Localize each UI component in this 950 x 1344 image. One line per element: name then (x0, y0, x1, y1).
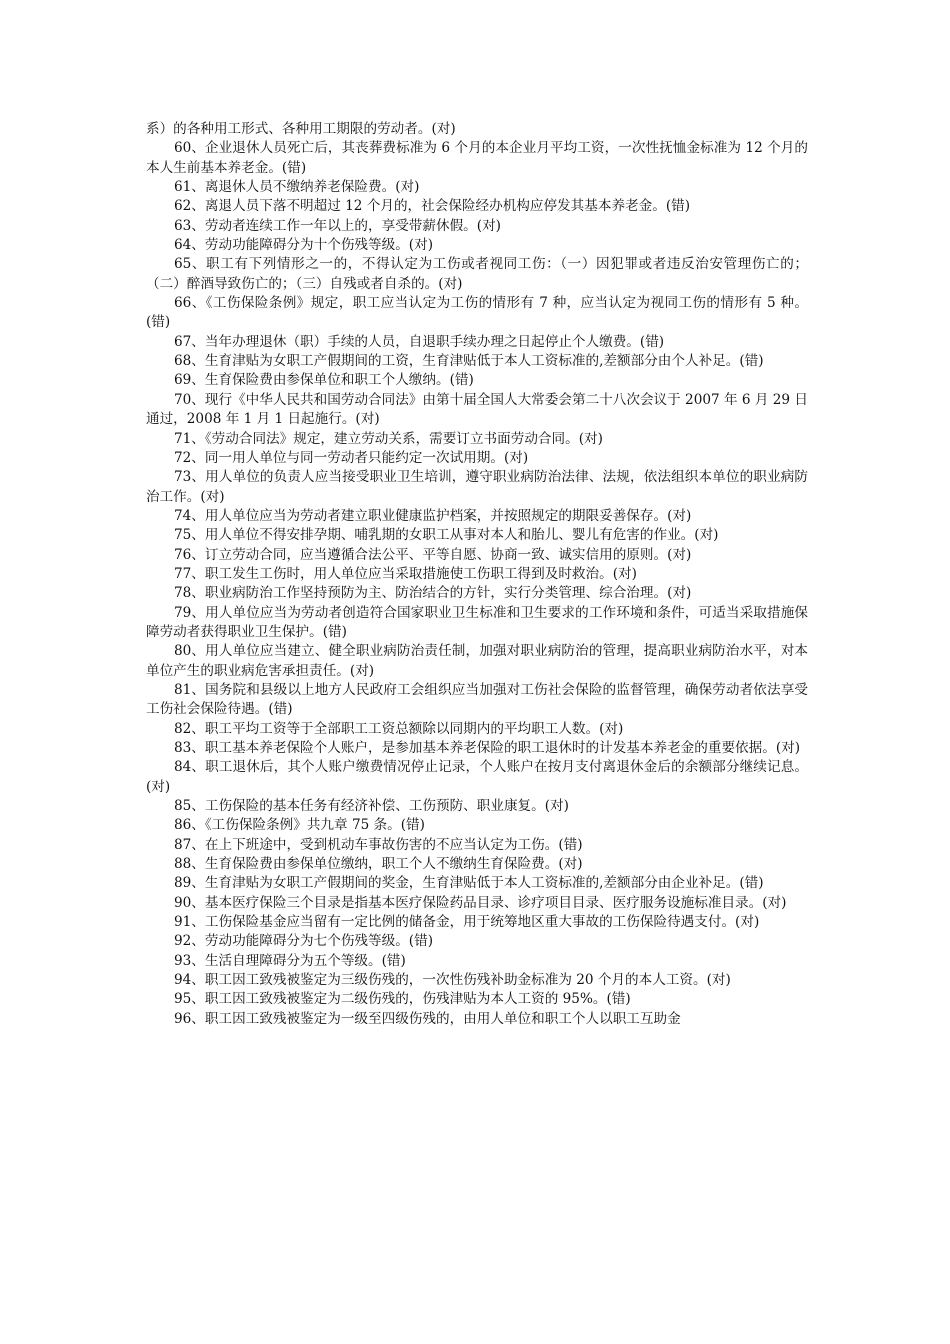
list-item: 90、基本医疗保险三个目录是指基本医疗保险药品目录、诊疗项目目录、医疗服务设施标准目录。(对) (174, 894, 787, 911)
list-item: 91、工伤保险基金应当留有一定比例的储备金，用于统筹地区重大事故的工伤保险待遇支付。(对) (174, 914, 760, 931)
list-item: 66、《工伤保险条例》规定，职工应当认定为工伤的情形有 7 种，应当认定为视同工伤的情形有 5 种。(错) (146, 295, 808, 331)
list-item: 79、用人单位应当为劳动者创造符合国家职业卫生标准和卫生要求的工作环境和条件，可适当采取措施保障劳动者获得职业卫生保护。(错) (146, 604, 808, 640)
list-item: 96、职工因工致残被鉴定为一级至四级伤残的，由用人单位和职工个人以职工互助金 (174, 1010, 681, 1027)
list-item: 85、工伤保险的基本任务有经济补偿、工伤预防、职业康复。(对) (174, 798, 569, 815)
list-item: 62、离退人员下落不明超过 12 个月的，社会保险经办机构应停发其基本养老金。(错) (174, 198, 691, 215)
list-item: 93、生活自理障碍分为五个等级。(错) (174, 952, 406, 969)
list-item: 83、职工基本养老保险个人账户，是参加基本养老保险的职工退休时的计发基本养老金的重要依据。(对) (174, 740, 801, 756)
list-item: 81、国务院和县级以上地方人民政府工会组织应当加强对工伤社会保险的监督管理，确保劳动者依法享受工伤社会保险待遇。(错) (146, 681, 808, 718)
list-item: 63、劳动者连续工作一年以上的，享受带薪休假。(对) (174, 217, 501, 234)
list-item: 89、生育津贴为女职工产假期间的奖金，生育津贴低于本人工资标准的,差额部分由企业补足。(错) (174, 875, 764, 892)
list-item: 78、职业病防治工作坚持预防为主、防治结合的方针，实行分类管理、综合治理。(对) (174, 585, 692, 602)
list-item: 60、企业退休人员死亡后，其丧葬费标准为 6 个月的本企业月平均工资，一次性抚恤金标准为 12 个月的本人生前基本养老金。(错) (146, 140, 808, 176)
document-page (146, 120, 808, 1029)
list-item: 76、订立劳动合同，应当遵循合法公平、平等自愿、协商一致、诚实信用的原则。(对) (174, 546, 692, 563)
list-item: 69、生育保险费由参保单位和职工个人缴纳。(错) (174, 372, 474, 389)
list-item: 72、同一用人单位与同一劳动者只能约定一次试用期。(对) (174, 449, 529, 466)
list-item: 64、劳动功能障碍分为十个伤残等级。(对) (174, 237, 433, 254)
list-item: 86、《工伤保险条例》共九章 75 条。(错) (174, 817, 425, 834)
list-item: 73、用人单位的负责人应当接受职业卫生培训，遵守职业病防治法律、法规，依法组织本单位的职业病防治工作。(对) (146, 469, 808, 505)
list-item: 84、职工退休后，其个人账户缴费情况停止记录，个人账户在按月支付离退休金后的余额部分继续记息。(对) (146, 759, 808, 795)
list-item: 95、职工因工致残被鉴定为二级伤残的，伤残津贴为本人工资的 95%。(错) (174, 991, 631, 1008)
list-item: 65、职工有下列情形之一的，不得认定为工伤或者视同工伤：（一）因犯罪或者违反治安管理伤亡的；（二）醉酒导致伤亡的；（三）自残或者自杀的。(对) (146, 256, 808, 292)
list-item: 77、职工发生工伤时，用人单位应当采取措施使工伤职工得到及时救治。(对) (174, 565, 637, 582)
list-item: 61、离退休人员不缴纳养老保险费。(对) (174, 179, 420, 196)
list-item: 92、劳动功能障碍分为七个伤残等级。(错) (174, 933, 433, 950)
list-item: 71、《劳动合同法》规定，建立劳动关系，需要订立书面劳动合同。(对) (174, 430, 603, 447)
list-item: 74、用人单位应当为劳动者建立职业健康监护档案，并按照规定的期限妥善保存。(对) (174, 507, 692, 524)
list-item: 68、生育津贴为女职工产假期间的工资，生育津贴低于本人工资标准的,差额部分由个人补足。(错) (174, 353, 764, 370)
list-item: 80、用人单位应当建立、健全职业病防治责任制，加强对职业病防治的管理，提高职业病防治水平，对本单位产生的职业病危害承担责任。(对) (146, 643, 808, 679)
list-item: 67、当年办理退休（职）手续的人员，自退职手续办理之日起停止个人缴费。(错) (174, 333, 665, 350)
list-item: 82、职工平均工资等于全部职工工资总额除以同期内的平均职工人数。(对) (174, 720, 624, 737)
list-item: 88、生育保险费由参保单位缴纳，职工个人不缴纳生育保险费。(对) (174, 856, 583, 873)
list-item: 87、在上下班途中，受到机动车事故伤害的不应当认定为工伤。(错) (174, 836, 583, 853)
list-item: 系）的各种用工形式、各种用工期限的劳动者。(对) (146, 121, 456, 137)
list-item: 94、职工因工致残被鉴定为三级伤残的，一次性伤残补助金标准为 20 个月的本人工资。(对) (174, 972, 731, 989)
list-item: 70、现行《中华人民共和国劳动合同法》由第十届全国人大常委会第二十八次会议于 2007 年 6 月 29 日通过，2008 年 1 月 1 日起施行。(对) (146, 391, 808, 428)
list-item: 75、用人单位不得安排孕期、哺乳期的女职工从事对本人和胎儿、婴儿有危害的作业。(对) (174, 527, 719, 544)
